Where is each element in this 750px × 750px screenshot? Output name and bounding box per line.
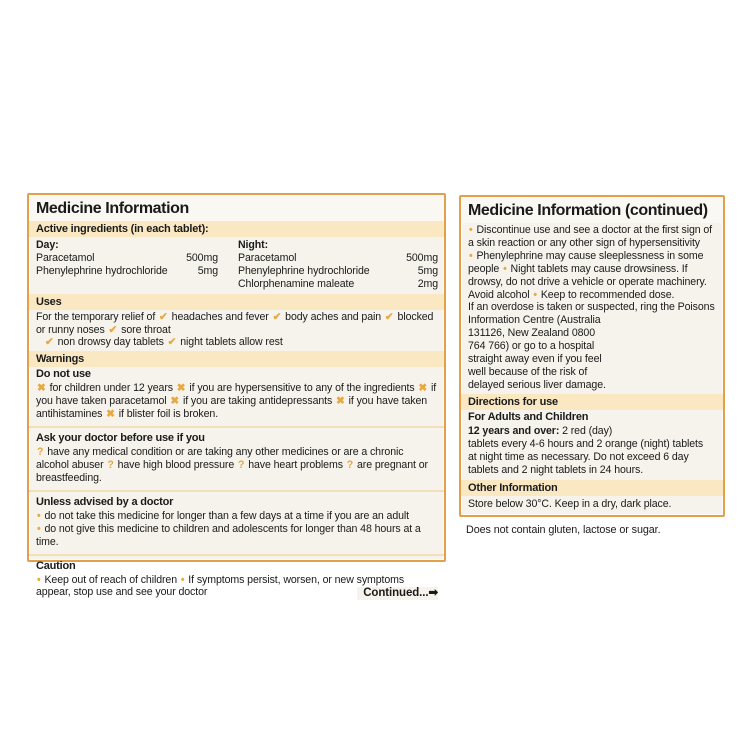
cross-icon: ✖ — [336, 395, 345, 408]
text-line — [468, 379, 717, 392]
text-line — [468, 301, 717, 314]
text-line — [468, 366, 717, 379]
medicine-information-continued-panel — [459, 195, 725, 517]
night-label: Night: — [238, 239, 268, 251]
arrow-right-icon: ➡ — [428, 587, 438, 600]
check-icon: ✔ — [159, 310, 168, 323]
check-icon: ✔ — [272, 310, 282, 323]
text-line — [468, 340, 717, 353]
text-run: Information Centre (Australia — [468, 314, 601, 327]
bullet-icon: • — [533, 288, 537, 301]
continued-text: Continued... — [363, 587, 429, 600]
section-divider — [29, 554, 444, 556]
active-ingredients-table — [29, 237, 444, 294]
uses-paragraph — [36, 336, 438, 349]
text-run: for children under 12 years — [46, 382, 176, 395]
text-run: delayed serious liver damage. — [468, 378, 606, 391]
cross-icon: ✖ — [170, 395, 180, 408]
text-run: do not take this medicine for longer than a few days at a time if you are an adult — [41, 509, 410, 522]
text-run: headaches and fever — [168, 310, 272, 323]
ingredient-amount: 500mg — [406, 251, 438, 264]
text-run: a skin reaction or any other sign of hypersensitivity — [468, 236, 700, 249]
table-row — [238, 278, 438, 291]
text-line — [36, 510, 438, 523]
text-line — [468, 224, 717, 237]
text-line — [468, 237, 717, 250]
unless-advised-text — [29, 509, 444, 551]
directions-heading: Directions for use — [461, 394, 723, 410]
text-line — [36, 523, 438, 549]
text-run: sore throat — [118, 323, 171, 336]
text-run: If symptoms persist, worsen, or new symptoms appear, stop use and see your doctor — [36, 573, 405, 599]
bullet-icon: • — [37, 522, 41, 535]
directions-text — [461, 424, 723, 479]
text-run: For the temporary relief of — [36, 310, 159, 323]
text-line — [468, 438, 717, 451]
check-icon: ✔ — [384, 310, 394, 323]
cross-icon: ✖ — [418, 382, 428, 395]
ask-doctor-text — [29, 445, 444, 487]
text-line — [468, 464, 717, 477]
question-icon: ? — [37, 446, 44, 459]
ingredient-name: Paracetamol — [238, 251, 297, 264]
section-divider — [29, 490, 444, 492]
text-run: 764 766) or go to a hospital — [468, 340, 595, 353]
question-icon: ? — [107, 458, 114, 471]
text-run: Night tablets may cause drowsiness. If — [507, 262, 688, 275]
ingredient-amount: 5mg — [417, 264, 438, 277]
text-run: Keep to recommended dose. — [537, 288, 675, 301]
bullet-icon: • — [37, 573, 41, 586]
text-run: Discontinue use and see a doctor at the first sign of — [473, 224, 713, 236]
footnote-text: Does not contain gluten, lactose or sugar. — [466, 524, 661, 536]
text-run: non drowsy day tablets — [54, 336, 167, 349]
day-label: Day: — [36, 239, 59, 251]
unless-advised-heading: Unless advised by a doctor — [36, 495, 174, 508]
panel-title: Medicine Information (continued) — [461, 197, 723, 223]
ingredient-amount: 2mg — [417, 277, 438, 290]
uses-paragraph — [36, 311, 438, 337]
text-line — [468, 276, 717, 289]
text-run: drowsy, do not drive a vehicle or operate machinery. — [468, 275, 707, 288]
other-information-heading: Other Information — [461, 480, 723, 496]
directions-subheading: For Adults and Children — [468, 410, 589, 423]
bullet-icon: • — [180, 573, 185, 586]
text-line — [468, 314, 717, 327]
text-run: at night time as necessary. Do not exceed 6 day — [468, 450, 689, 463]
uses-text — [29, 310, 444, 352]
table-row — [36, 265, 218, 278]
uses-heading: Uses — [29, 294, 444, 310]
bold-text-run: 12 years and over: — [468, 424, 560, 437]
continued-label — [357, 587, 438, 600]
text-line — [468, 451, 717, 464]
text-line — [468, 353, 717, 366]
text-run: if blister foil is broken. — [115, 408, 219, 421]
text-line — [36, 311, 438, 337]
storage-text: Store below 30°C. Keep in a dry, dark place. — [468, 498, 672, 511]
text-run: people — [468, 262, 503, 275]
text-run: night tablets allow rest — [177, 336, 283, 349]
text-run: Keep out of reach of children — [41, 573, 180, 586]
text-run: 2 red (day) — [559, 424, 613, 437]
text-run: blocked or runny noses — [36, 310, 434, 336]
cross-icon: ✖ — [106, 408, 115, 421]
text-run: If an overdose is taken or suspected, ring the Poisons — [468, 301, 715, 314]
text-run: Avoid alcohol — [468, 288, 533, 301]
active-ingredients-heading: Active ingredients (in each tablet): — [29, 221, 444, 237]
caution-text — [29, 573, 444, 602]
text-run: have any medical condition or are taking any other medicines or are a chronic alcohol abuser — [36, 446, 404, 471]
text-run: have high blood pressure — [114, 458, 237, 471]
text-run: if you have taken antihistamines — [36, 395, 428, 421]
text-run: tablets and 2 night tablets in 24 hours. — [468, 463, 644, 476]
text-line — [36, 382, 438, 421]
text-line — [468, 289, 717, 302]
text-line — [468, 425, 717, 438]
text-line — [36, 446, 438, 485]
bullet-icon: • — [469, 249, 473, 262]
text-run: if you are hypersensitive to any of the ingredients — [186, 382, 418, 395]
bullet-icon: • — [469, 224, 473, 236]
text-run: 131126, New Zealand 0800 — [468, 327, 595, 340]
ask-doctor-heading: Ask your doctor before use if you — [36, 432, 205, 445]
table-row — [238, 252, 438, 265]
check-icon: ✔ — [108, 323, 118, 336]
text-run: straight away even if you feel — [468, 353, 602, 366]
check-icon: ✔ — [45, 336, 54, 349]
do-not-use-heading: Do not use — [36, 368, 91, 381]
ingredient-name: Paracetamol — [36, 251, 95, 264]
text-run: body aches and pain — [282, 310, 384, 323]
cross-icon: ✖ — [176, 382, 186, 395]
text-line — [468, 263, 717, 276]
text-run: have heart problems — [245, 458, 346, 471]
medicine-information-panel — [27, 193, 446, 600]
panel-title: Medicine Information — [29, 195, 444, 221]
ingredient-name: Phenylephrine hydrochloride — [238, 264, 370, 277]
bullet-icon: • — [503, 262, 507, 275]
text-run: are pregnant or breastfeeding. — [36, 458, 428, 484]
text-run: tablets every 4-6 hours and 2 orange (night) tablets — [468, 437, 704, 450]
check-icon: ✔ — [167, 336, 177, 349]
text-line — [468, 327, 717, 340]
warnings-heading: Warnings — [29, 351, 444, 367]
bullet-icon: • — [37, 509, 41, 522]
text-run: if you have taken paracetamol — [36, 382, 437, 408]
caution-heading: Caution — [36, 559, 76, 572]
do-not-use-text — [29, 381, 444, 423]
text-line — [468, 250, 717, 263]
night-ingredients-column — [238, 239, 440, 291]
warnings-continued-text — [461, 223, 723, 394]
section-divider — [29, 426, 444, 428]
question-icon: ? — [346, 458, 354, 471]
text-run: well because of the risk of — [468, 365, 588, 378]
table-row — [36, 252, 218, 265]
ingredient-amount: 500mg — [186, 251, 218, 264]
ingredient-name: Chlorphenamine maleate — [238, 277, 355, 290]
ingredient-amount: 5mg — [197, 264, 218, 277]
day-ingredients-column — [36, 239, 238, 291]
table-row — [238, 265, 438, 278]
cross-icon: ✖ — [37, 382, 46, 395]
text-line — [44, 336, 438, 349]
text-run: if you are taking antidepressants — [180, 395, 336, 408]
question-icon: ? — [238, 458, 245, 471]
ingredient-name: Phenylephrine hydrochloride — [36, 264, 168, 277]
text-run: Phenylephrine may cause sleeplessness in some — [473, 249, 704, 262]
text-run: do not give this medicine to children and adolescents for longer than 48 hours at a time. — [36, 522, 421, 548]
